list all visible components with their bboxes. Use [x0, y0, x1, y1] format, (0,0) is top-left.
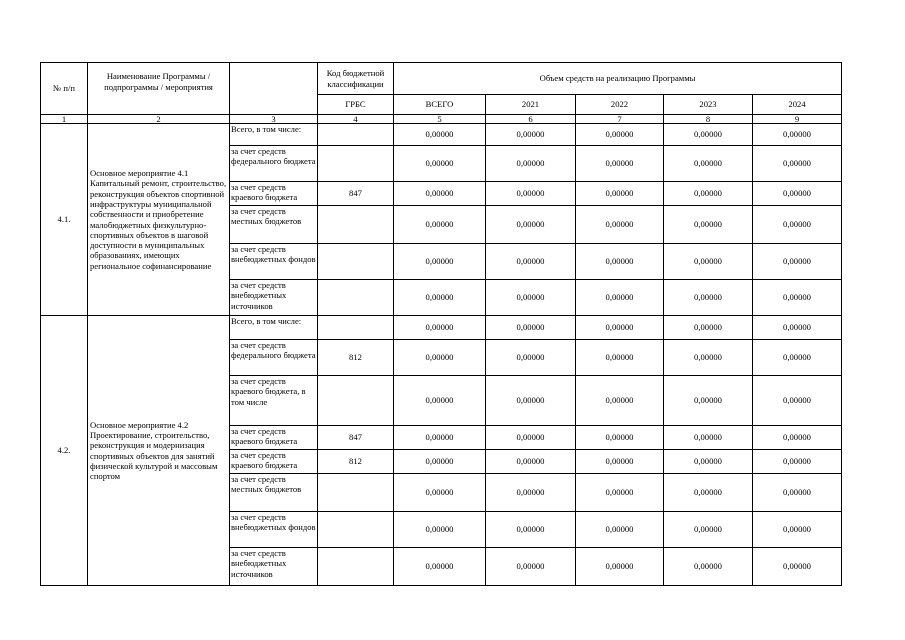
amount-total: 0,00000 — [394, 340, 486, 376]
header-year-2022: 2022 — [576, 95, 664, 115]
amount-year: 0,00000 — [664, 206, 753, 244]
amount-year: 0,00000 — [486, 548, 576, 586]
amount-year: 0,00000 — [753, 340, 842, 376]
grbs-code — [318, 206, 394, 244]
grbs-code — [318, 512, 394, 548]
amount-total: 0,00000 — [394, 426, 486, 450]
amount-year: 0,00000 — [576, 182, 664, 206]
column-number-row — [41, 115, 842, 124]
amount-year: 0,00000 — [486, 450, 576, 474]
amount-year: 0,00000 — [664, 512, 753, 548]
grbs-code — [318, 146, 394, 182]
amount-year: 0,00000 — [576, 244, 664, 280]
funding-source: за счет средств федерального бюджета — [230, 340, 318, 376]
amount-year: 0,00000 — [576, 280, 664, 316]
amount-total: 0,00000 — [394, 548, 486, 586]
amount-year: 0,00000 — [753, 124, 842, 146]
amount-year: 0,00000 — [664, 340, 753, 376]
header-total: ВСЕГО — [394, 95, 486, 115]
header-year-2021: 2021 — [486, 95, 576, 115]
amount-year: 0,00000 — [576, 548, 664, 586]
funding-source: за счет средств краевого бюджета — [230, 450, 318, 474]
amount-year: 0,00000 — [664, 450, 753, 474]
amount-total: 0,00000 — [394, 124, 486, 146]
amount-year: 0,00000 — [576, 512, 664, 548]
grbs-code — [318, 124, 394, 146]
amount-year: 0,00000 — [753, 206, 842, 244]
grbs-code — [318, 376, 394, 426]
amount-total: 0,00000 — [394, 182, 486, 206]
amount-year: 0,00000 — [753, 146, 842, 182]
grbs-code: 812 — [318, 450, 394, 474]
amount-year: 0,00000 — [576, 340, 664, 376]
column-number: 5 — [394, 115, 486, 124]
amount-year: 0,00000 — [664, 376, 753, 426]
amount-year: 0,00000 — [486, 340, 576, 376]
amount-total: 0,00000 — [394, 512, 486, 548]
header-grbs: ГРБС — [318, 95, 394, 115]
grbs-code — [318, 280, 394, 316]
grbs-code: 847 — [318, 426, 394, 450]
amount-year: 0,00000 — [576, 206, 664, 244]
header-year-2023: 2023 — [664, 95, 753, 115]
header-kbk: Код бюджетной классификации — [318, 63, 394, 95]
amount-year: 0,00000 — [664, 280, 753, 316]
amount-total: 0,00000 — [394, 146, 486, 182]
funding-source: за счет средств внебюджетных фондов — [230, 512, 318, 548]
amount-total: 0,00000 — [394, 280, 486, 316]
column-number: 2 — [88, 115, 230, 124]
column-number: 8 — [664, 115, 753, 124]
amount-year: 0,00000 — [753, 280, 842, 316]
header-year-2024: 2024 — [753, 95, 842, 115]
amount-year: 0,00000 — [753, 450, 842, 474]
funding-table — [40, 62, 842, 586]
event-name: Основное мероприятие 4.1 Капитальный ремонт, строительство, реконструкция объектов спортивной инфраструктуры муниципальной собственности и приобретение малобюджетных физкультурно-спортивных объектов в шаговой доступности в муниципальных образованиях, имеющих региональное софинансирование — [88, 124, 230, 316]
amount-year: 0,00000 — [486, 512, 576, 548]
amount-year: 0,00000 — [576, 316, 664, 340]
header-source-blank — [230, 63, 318, 115]
amount-year: 0,00000 — [664, 182, 753, 206]
grbs-code: 847 — [318, 182, 394, 206]
header-volume: Объем средств на реализацию Программы — [394, 63, 842, 95]
funding-source: за счет средств краевого бюджета — [230, 426, 318, 450]
amount-year: 0,00000 — [664, 474, 753, 512]
column-number: 7 — [576, 115, 664, 124]
funding-source: за счет средств краевого бюджета — [230, 182, 318, 206]
column-number: 3 — [230, 115, 318, 124]
amount-year: 0,00000 — [486, 426, 576, 450]
amount-year: 0,00000 — [576, 426, 664, 450]
amount-year: 0,00000 — [486, 280, 576, 316]
event-number: 4.2. — [41, 316, 88, 586]
header-name: Наименование Программы / подпрограммы / мероприятия — [88, 63, 230, 115]
grbs-code — [318, 316, 394, 340]
funding-source: Всего, в том числе: — [230, 124, 318, 146]
amount-year: 0,00000 — [753, 182, 842, 206]
table-row — [41, 124, 842, 146]
grbs-code — [318, 474, 394, 512]
column-number: 6 — [486, 115, 576, 124]
column-number: 1 — [41, 115, 88, 124]
funding-source: за счет средств внебюджетных фондов — [230, 244, 318, 280]
amount-total: 0,00000 — [394, 474, 486, 512]
amount-year: 0,00000 — [753, 474, 842, 512]
column-number: 4 — [318, 115, 394, 124]
amount-year: 0,00000 — [486, 182, 576, 206]
amount-year: 0,00000 — [486, 474, 576, 512]
funding-source: за счет средств внебюджетных источников — [230, 280, 318, 316]
amount-year: 0,00000 — [664, 244, 753, 280]
amount-total: 0,00000 — [394, 450, 486, 474]
column-number: 9 — [753, 115, 842, 124]
header-num: № п/п — [41, 63, 88, 115]
header-row-top — [41, 63, 842, 95]
grbs-code — [318, 548, 394, 586]
table-row — [41, 316, 842, 340]
amount-year: 0,00000 — [576, 124, 664, 146]
amount-year: 0,00000 — [486, 124, 576, 146]
amount-year: 0,00000 — [486, 316, 576, 340]
grbs-code: 812 — [318, 340, 394, 376]
amount-year: 0,00000 — [753, 244, 842, 280]
event-name: Основное мероприятие 4.2 Проектирование, строительство, реконструкция и модернизация спортивных объектов для занятий физической культурой и массовым спортом — [88, 316, 230, 586]
amount-year: 0,00000 — [664, 146, 753, 182]
amount-year: 0,00000 — [753, 512, 842, 548]
amount-year: 0,00000 — [576, 450, 664, 474]
amount-year: 0,00000 — [753, 376, 842, 426]
event-number: 4.1. — [41, 124, 88, 316]
amount-year: 0,00000 — [664, 316, 753, 340]
amount-year: 0,00000 — [486, 376, 576, 426]
funding-source: за счет средств федерального бюджета — [230, 146, 318, 182]
amount-year: 0,00000 — [576, 474, 664, 512]
funding-source: за счет средств местных бюджетов — [230, 206, 318, 244]
funding-source: Всего, в том числе: — [230, 316, 318, 340]
amount-year: 0,00000 — [576, 146, 664, 182]
funding-source: за счет средств внебюджетных источников — [230, 548, 318, 586]
grbs-code — [318, 244, 394, 280]
amount-year: 0,00000 — [664, 548, 753, 586]
amount-year: 0,00000 — [576, 376, 664, 426]
amount-total: 0,00000 — [394, 376, 486, 426]
amount-year: 0,00000 — [753, 426, 842, 450]
funding-source: за счет средств местных бюджетов — [230, 474, 318, 512]
amount-year: 0,00000 — [753, 316, 842, 340]
amount-year: 0,00000 — [664, 124, 753, 146]
amount-year: 0,00000 — [753, 548, 842, 586]
amount-year: 0,00000 — [486, 206, 576, 244]
amount-total: 0,00000 — [394, 244, 486, 280]
amount-total: 0,00000 — [394, 316, 486, 340]
funding-source: за счет средств краевого бюджета, в том числе — [230, 376, 318, 426]
amount-year: 0,00000 — [486, 244, 576, 280]
amount-year: 0,00000 — [486, 146, 576, 182]
amount-total: 0,00000 — [394, 206, 486, 244]
amount-year: 0,00000 — [664, 426, 753, 450]
program-funding-sheet — [40, 62, 842, 586]
